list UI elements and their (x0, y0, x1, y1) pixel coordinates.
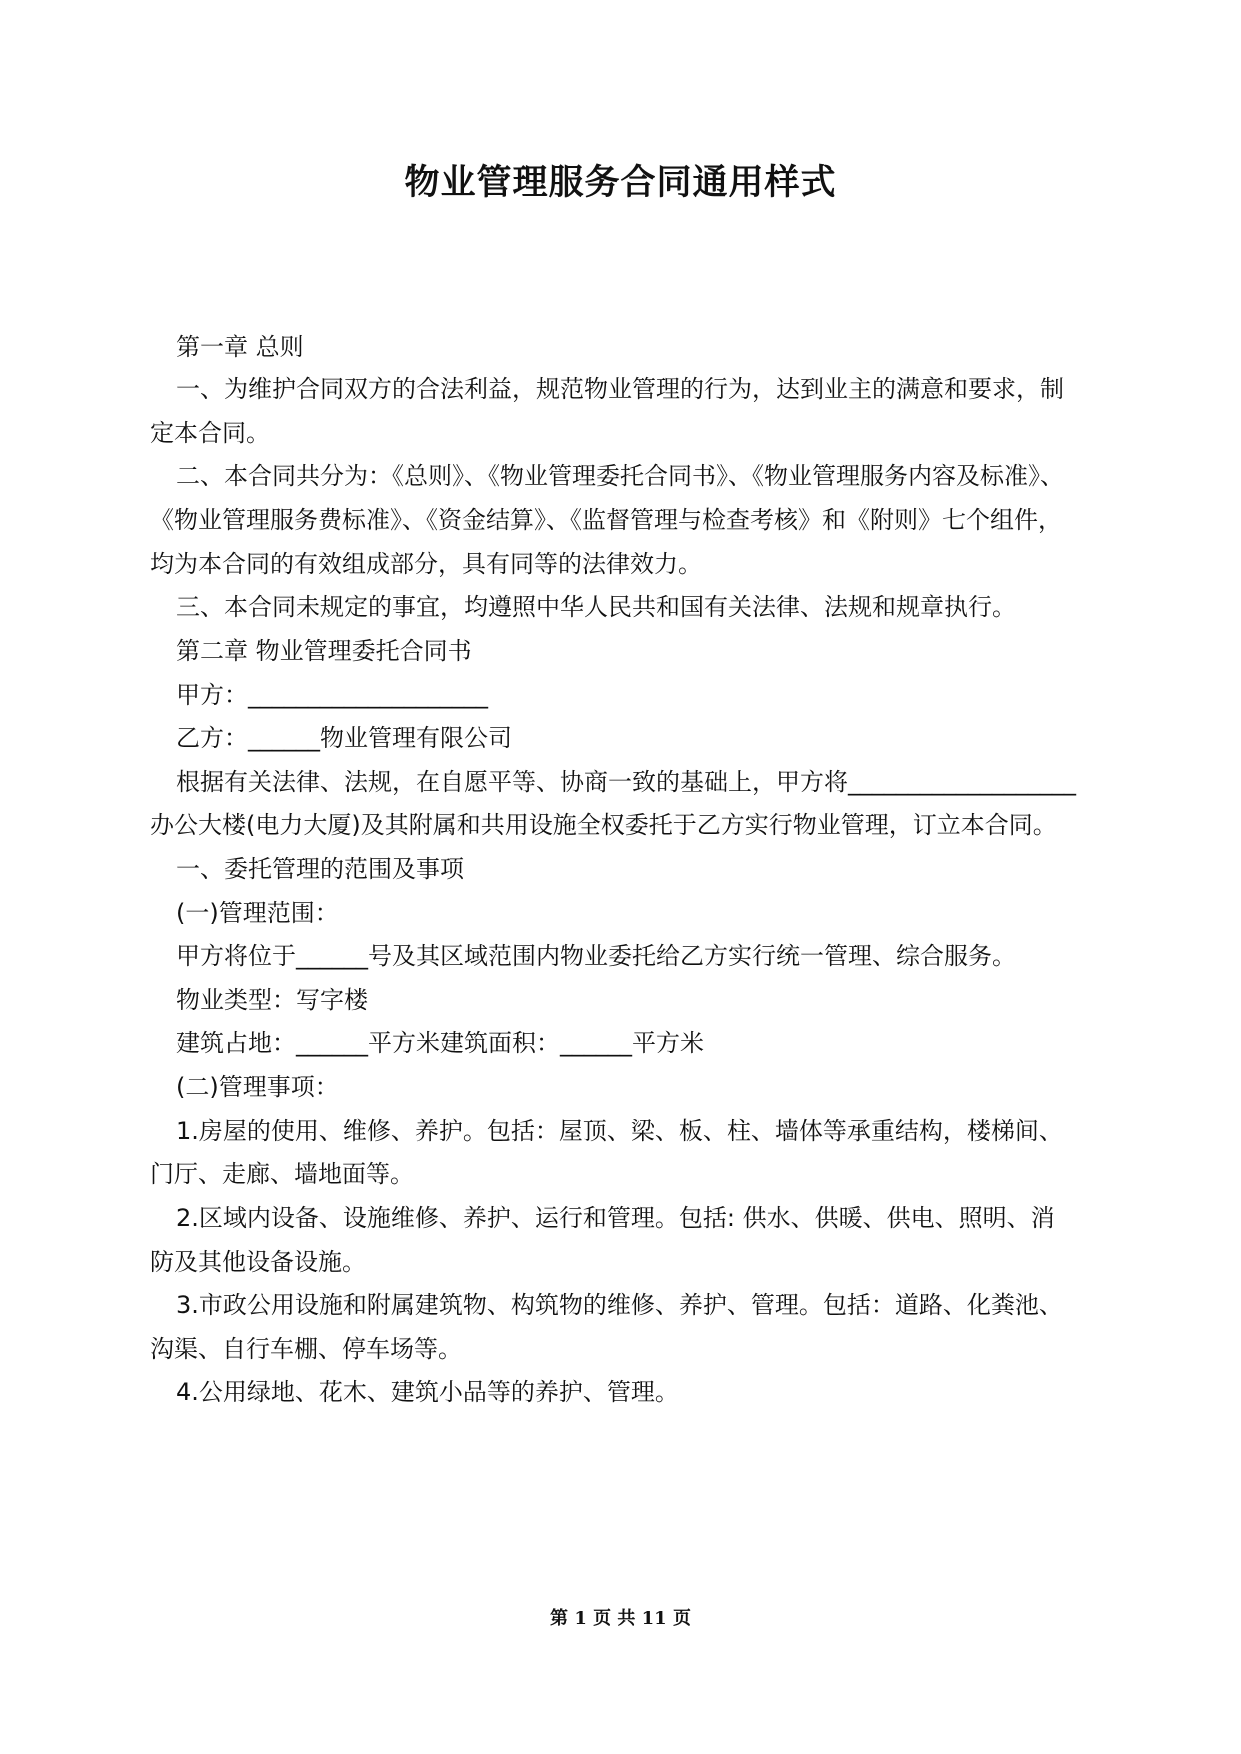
document-title: 物业管理服务合同通用样式 (404, 163, 837, 203)
paragraph-line: 一、为维护合同双方的合法利益，规范物业管理的行为，达到业主的满意和要求，制 (176, 375, 1064, 403)
list-item: 2.区域内设备、设施维修、养护、运行和管理。包括: 供水、供暖、供电、照明、消 (176, 1204, 1055, 1232)
paragraph-line: 甲方将位于______号及其区域范围内物业委托给乙方实行统一管理、综合服务。 (176, 942, 1016, 970)
list-item: 1.房屋的使用、维修、养护。包括：屋顶、梁、板、柱、墙体等承重结构，楼梯间、 (176, 1117, 1063, 1145)
paragraph-line: 《物业管理服务费标准》、《资金结算》、《监督管理与检查考核》和《附则》七个组件， (150, 506, 1062, 534)
chapter-heading: 第一章 总则 (176, 333, 304, 361)
list-item: 4.公用绿地、花木、建筑小品等的养护、管理。 (176, 1378, 679, 1406)
section-heading: 一、委托管理的范围及事项 (176, 855, 464, 883)
page-number-footer: 第 1 页 共 11 页 (550, 1608, 691, 1629)
paragraph-line: 根据有关法律、法规，在自愿平等、协商一致的基础上，甲方将___________________ (176, 768, 1076, 796)
party-b-line: 乙方：______物业管理有限公司 (176, 724, 512, 752)
paragraph-line: 二、本合同共分为：《总则》、《物业管理委托合同书》、《物业管理服务内容及标准》、 (176, 462, 1064, 490)
subsection-heading: (二)管理事项： (176, 1073, 339, 1101)
paragraph-line: 均为本合同的有效组成部分，具有同等的法律效力。 (150, 550, 702, 578)
chapter-heading: 第二章 物业管理委托合同书 (176, 637, 472, 665)
paragraph-line: 办公大楼(电力大厦)及其附属和共用设施全权委托于乙方实行物业管理，订立本合同。 (150, 811, 1057, 839)
paragraph-line: 物业类型：写字楼 (176, 986, 368, 1014)
paragraph-line: 建筑占地：______平方米建筑面积：______平方米 (176, 1029, 704, 1057)
list-item-continuation: 沟渠、自行车棚、停车场等。 (150, 1335, 462, 1363)
paragraph-line: 定本合同。 (150, 419, 270, 447)
party-a-line: 甲方：____________________ (176, 681, 488, 709)
list-item: 3.市政公用设施和附属建筑物、构筑物的维修、养护、管理。包括：道路、化粪池、 (176, 1291, 1063, 1319)
list-item-continuation: 防及其他设备设施。 (150, 1248, 366, 1276)
subsection-heading: (一)管理范围： (176, 899, 339, 927)
paragraph-line: 三、本合同未规定的事宜，均遵照中华人民共和国有关法律、法规和规章执行。 (176, 593, 1016, 621)
list-item-continuation: 门厅、走廊、墙地面等。 (150, 1160, 414, 1188)
